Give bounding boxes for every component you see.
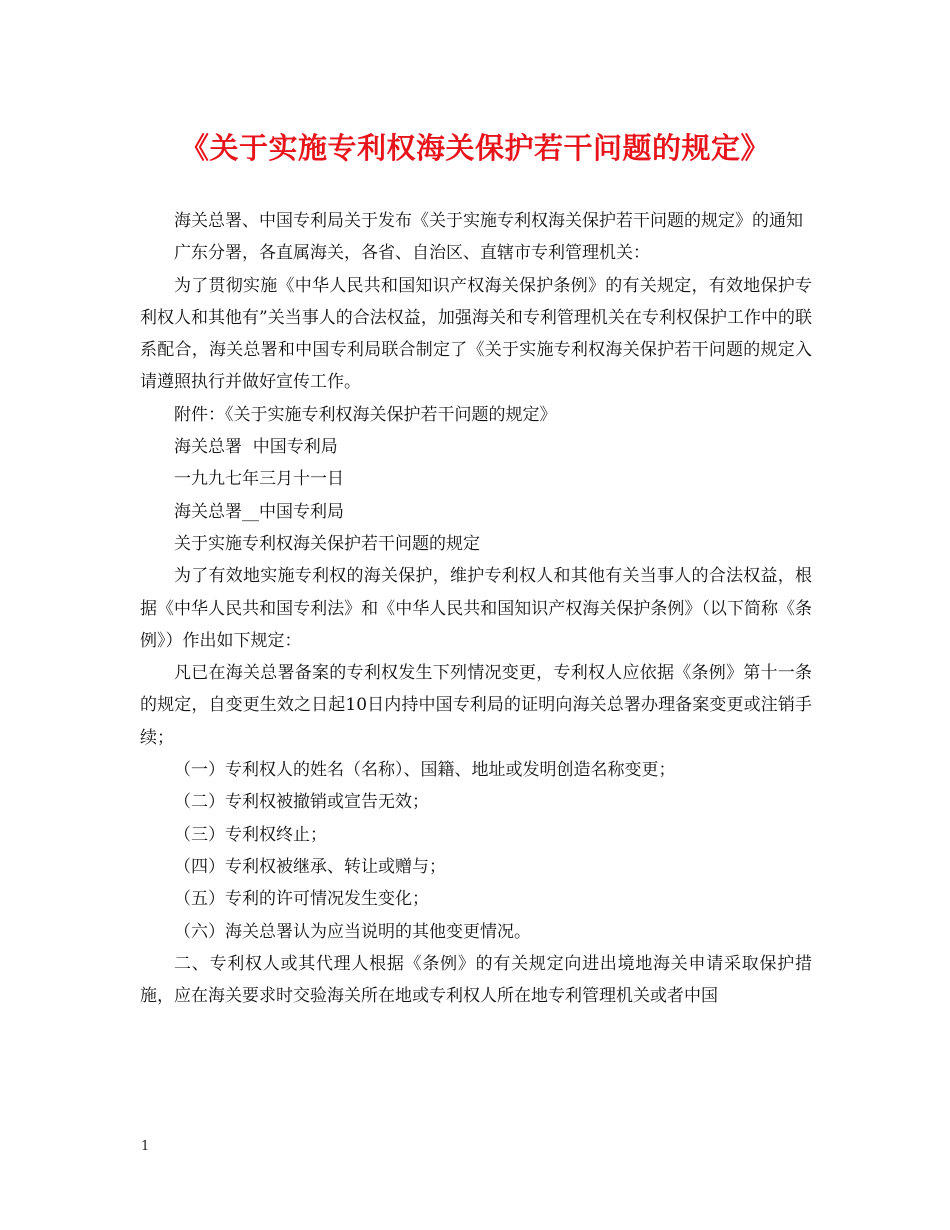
paragraph: 为了有效地实施专利权的海关保护，维护专利权人和其他有关当事人的合法权益，根据《中华人民共和国专利法》和《中华人民共和国知识产权海关保护条例》（以下简称《条例》）作出如下规定：: [140, 566, 812, 651]
paragraph: 凡已在海关总署备案的专利权发生下列情况变更，专利权人应依据《条例》第十一条的规定，自变更生效之日起10日内持中国专利局的证明向海关总署办理备案变更或注销手续；: [140, 663, 812, 748]
paragraph: 海关总署__中国专利局: [174, 501, 344, 522]
list-item: （二）专利权被撤销或宣告无效；: [174, 792, 429, 813]
list-item: （五）专利的许可情况发生变化；: [174, 889, 429, 910]
list-item: （一）专利权人的姓名（名称）、国籍、地址或发明创造名称变更；: [174, 760, 676, 781]
paragraph: 海关总署 中国专利局: [174, 437, 338, 458]
list-item: （三）专利权终止；: [174, 824, 327, 845]
paragraph: 二、专利权人或其代理人根据《条例》的有关规定向进出境地海关申请采取保护措施，应在海关要求时交验海关所在地或专利权人所在地专利管理机关或者中国: [140, 953, 812, 1007]
paragraph: 海关总署、中国专利局关于发布《关于实施专利权海关保护若干问题的规定》的通知: [174, 211, 803, 231]
page-number: 1: [141, 1139, 150, 1154]
paragraph: 关于实施专利权海关保护若干问题的规定: [174, 533, 480, 554]
list-item: （四）专利权被继承、转让或赠与；: [174, 856, 446, 877]
paragraph: 为了贯彻实施《中华人民共和国知识产权海关保护条例》的有关规定，有效地保护专利权人和其他有”关当事人的合法权益，加强海关和专利管理机关在专利权保护工作中的联系配合，海关总署和中国专利局联合制定了《关于实施专利权海关保护若干问题的规定入请遵照执行并做好宣传工作。: [140, 275, 812, 393]
document-body: [140, 205, 812, 1012]
document-title: 《关于实施专利权海关保护若干问题的规定》: [179, 131, 770, 165]
paragraph: 广东分署，各直属海关，各省、自治区、直辖市专利管理机关：: [174, 243, 650, 264]
paragraph: 附件：《关于实施专利权海关保护若干问题的规定》: [174, 404, 557, 425]
list-item: （六）海关总署认为应当说明的其他变更情况。: [174, 921, 531, 942]
paragraph: 一九九七年三月十一日: [174, 469, 344, 490]
